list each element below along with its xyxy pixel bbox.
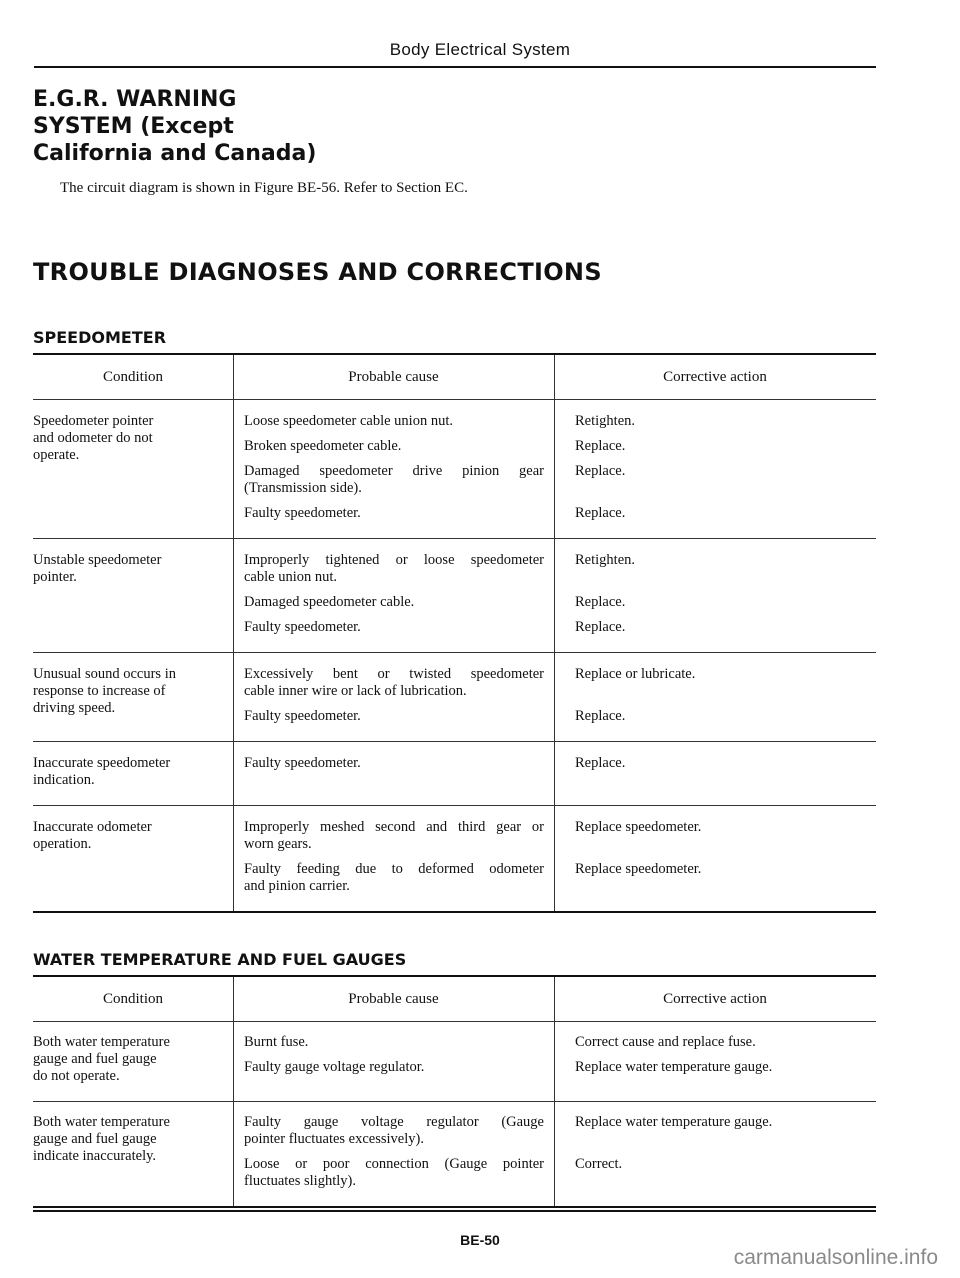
column-divider (233, 1022, 234, 1101)
cause-item (244, 413, 544, 430)
cause-item (244, 594, 544, 611)
column-header: Probable cause (348, 990, 439, 1007)
action-line: Replace. (575, 708, 626, 724)
cause-line: Faulty speedometer. (244, 619, 361, 635)
action-line: Replace. (575, 438, 626, 454)
column-divider (233, 806, 234, 911)
action-line: Retighten. (575, 552, 636, 568)
condition-line: indicate inaccurately. (33, 1148, 157, 1164)
action-line: Replace speedometer. (575, 861, 702, 877)
action-item (575, 552, 876, 586)
condition-cell (33, 552, 233, 586)
condition-line: Unstable speedometer (33, 552, 162, 568)
bottom-rule (33, 1210, 876, 1212)
action-cell (554, 552, 876, 636)
table-header-row (33, 977, 876, 1021)
cause-line: Faulty gauge voltage regulator (Gauge (244, 1114, 544, 1130)
action-item (575, 1034, 876, 1051)
column-divider (233, 653, 234, 741)
condition-cell (33, 1114, 233, 1165)
cause-item (244, 619, 544, 636)
column-divider (233, 539, 234, 652)
action-item (575, 505, 876, 522)
cause-line: Improperly tightened or loose speedometer (244, 552, 544, 568)
column-divider (233, 400, 234, 538)
cause-line: fluctuates slightly). (244, 1173, 356, 1189)
action-line: Correct cause and replace fuse. (575, 1034, 756, 1050)
cause-item (244, 708, 544, 725)
cause-line: Damaged speedometer cable. (244, 594, 415, 610)
cause-line: Excessively bent or twisted speedometer (244, 666, 544, 682)
cause-line: (Transmission side). (244, 480, 362, 496)
cause-item (244, 463, 544, 497)
cause-line: cable inner wire or lack of lubrication. (244, 683, 467, 699)
cause-item (244, 861, 544, 895)
cause-line: Faulty gauge voltage regulator. (244, 1059, 425, 1075)
condition-line: pointer. (33, 569, 77, 585)
action-line: Replace. (575, 619, 626, 635)
action-line: Replace water temperature gauge. (575, 1114, 773, 1130)
cause-item (244, 1034, 544, 1051)
page-header: Body Electrical System (389, 40, 571, 59)
header-rule (34, 66, 876, 68)
condition-cell (33, 666, 233, 717)
action-line (575, 836, 876, 853)
action-line: Replace water temperature gauge. (575, 1059, 773, 1075)
gauges-table (33, 975, 876, 1208)
cause-line: Improperly meshed second and third gear or (244, 819, 544, 835)
cause-line: Faulty speedometer. (244, 755, 361, 771)
table-row (33, 742, 876, 805)
condition-line: do not operate. (33, 1068, 120, 1084)
table-header-row (33, 355, 876, 399)
cause-line: Burnt fuse. (244, 1034, 309, 1050)
column-divider (554, 1102, 555, 1206)
action-cell (554, 1114, 876, 1190)
condition-cell (33, 413, 233, 464)
action-item (575, 1114, 876, 1148)
condition-line: gauge and fuel gauge (33, 1131, 157, 1147)
action-line: Replace speedometer. (575, 819, 702, 835)
cause-line: Broken speedometer cable. (244, 438, 402, 454)
gauges-section-title: WATER TEMPERATURE AND FUEL GAUGES (33, 950, 407, 969)
condition-cell (33, 1034, 233, 1085)
condition-line: operate. (33, 447, 80, 463)
column-header: Probable cause (348, 368, 439, 385)
cause-line: pointer fluctuates excessively). (244, 1131, 424, 1147)
cause-line: Damaged speedometer drive pinion gear (244, 463, 544, 479)
action-item (575, 666, 876, 700)
action-line (575, 1131, 876, 1148)
cause-cell (233, 819, 554, 895)
cause-cell (233, 413, 554, 522)
action-line (575, 480, 876, 497)
condition-line: gauge and fuel gauge (33, 1051, 157, 1067)
speedometer-table (33, 353, 876, 913)
speedometer-section-title: SPEEDOMETER (33, 328, 167, 347)
cause-line: Loose speedometer cable union nut. (244, 413, 453, 429)
action-line: Correct. (575, 1156, 623, 1172)
action-line: Replace or lubricate. (575, 666, 696, 682)
table-row (33, 400, 876, 538)
cause-cell (233, 552, 554, 636)
cause-item (244, 1114, 544, 1148)
action-line: Replace. (575, 463, 626, 479)
cause-cell (233, 755, 554, 772)
action-cell (554, 755, 876, 772)
cause-line: and pinion carrier. (244, 878, 350, 894)
condition-line: response to increase of (33, 683, 166, 699)
cause-line: Faulty speedometer. (244, 505, 361, 521)
cause-item (244, 1059, 544, 1076)
action-line: Replace. (575, 594, 626, 610)
cause-line: cable union nut. (244, 569, 338, 585)
action-item (575, 413, 876, 430)
table-row (33, 653, 876, 741)
row-rule (33, 911, 876, 913)
column-divider (554, 539, 555, 652)
condition-line: Both water temperature (33, 1034, 170, 1050)
action-line (575, 1173, 876, 1190)
main-title: TROUBLE DIAGNOSES AND CORRECTIONS (33, 258, 602, 286)
column-header: Corrective action (663, 368, 767, 385)
action-line: Replace. (575, 755, 626, 771)
cause-cell (233, 1034, 554, 1076)
action-cell (554, 413, 876, 522)
action-line (575, 569, 876, 586)
column-divider (554, 806, 555, 911)
action-item (575, 438, 876, 455)
action-item (575, 819, 876, 853)
cause-item (244, 755, 544, 772)
action-cell (554, 666, 876, 725)
column-header: Corrective action (663, 990, 767, 1007)
cause-item (244, 552, 544, 586)
condition-line: Both water temperature (33, 1114, 170, 1130)
action-item (575, 708, 876, 725)
condition-cell (33, 755, 233, 789)
column-divider (554, 653, 555, 741)
action-line: Retighten. (575, 413, 636, 429)
egr-title-line: E.G.R. WARNING (33, 87, 237, 112)
column-divider (233, 1102, 234, 1206)
table-row (33, 539, 876, 652)
cause-cell (233, 666, 554, 725)
action-item (575, 755, 876, 772)
column-divider (554, 355, 555, 399)
table-row (33, 806, 876, 911)
egr-title-line: SYSTEM (Except (33, 114, 234, 139)
action-item (575, 861, 876, 895)
action-line: Replace. (575, 505, 626, 521)
condition-cell (33, 819, 233, 853)
column-divider (233, 977, 234, 1021)
condition-line: Speedometer pointer (33, 413, 154, 429)
action-item (575, 619, 876, 636)
column-divider (554, 400, 555, 538)
column-divider (233, 742, 234, 805)
egr-section-title (33, 86, 316, 167)
cause-line: Loose or poor connection (Gauge pointer (244, 1156, 544, 1172)
cause-cell (233, 1114, 554, 1190)
condition-line: Inaccurate odometer (33, 819, 152, 835)
cause-item (244, 505, 544, 522)
column-divider (233, 355, 234, 399)
action-item (575, 463, 876, 497)
egr-description: The circuit diagram is shown in Figure BE-56. Refer to Section EC. (60, 180, 468, 196)
watermark: carmanualsonline.info (733, 1246, 938, 1269)
condition-line: indication. (33, 772, 95, 788)
action-item (575, 1059, 876, 1076)
condition-line: Inaccurate speedometer (33, 755, 171, 771)
cause-line: Faulty speedometer. (244, 708, 361, 724)
column-divider (554, 977, 555, 1021)
egr-title-line: California and Canada) (33, 141, 317, 166)
action-line (575, 683, 876, 700)
action-cell (554, 1034, 876, 1076)
table-row (33, 1022, 876, 1101)
condition-line: Unusual sound occurs in (33, 666, 176, 682)
cause-line: Faulty feeding due to deformed odometer (244, 861, 544, 877)
cause-item (244, 819, 544, 853)
page-number: BE-50 (460, 1232, 500, 1248)
row-rule (33, 1206, 876, 1208)
column-divider (554, 1022, 555, 1101)
action-item (575, 1156, 876, 1190)
condition-line: driving speed. (33, 700, 116, 716)
action-item (575, 594, 876, 611)
table-row (33, 1102, 876, 1206)
column-divider (554, 742, 555, 805)
cause-item (244, 666, 544, 700)
action-line (575, 878, 876, 895)
condition-line: operation. (33, 836, 92, 852)
action-cell (554, 819, 876, 895)
cause-line: worn gears. (244, 836, 312, 852)
condition-line: and odometer do not (33, 430, 153, 446)
column-header: Condition (102, 368, 163, 385)
cause-item (244, 1156, 544, 1190)
cause-item (244, 438, 544, 455)
column-header: Condition (102, 990, 163, 1007)
